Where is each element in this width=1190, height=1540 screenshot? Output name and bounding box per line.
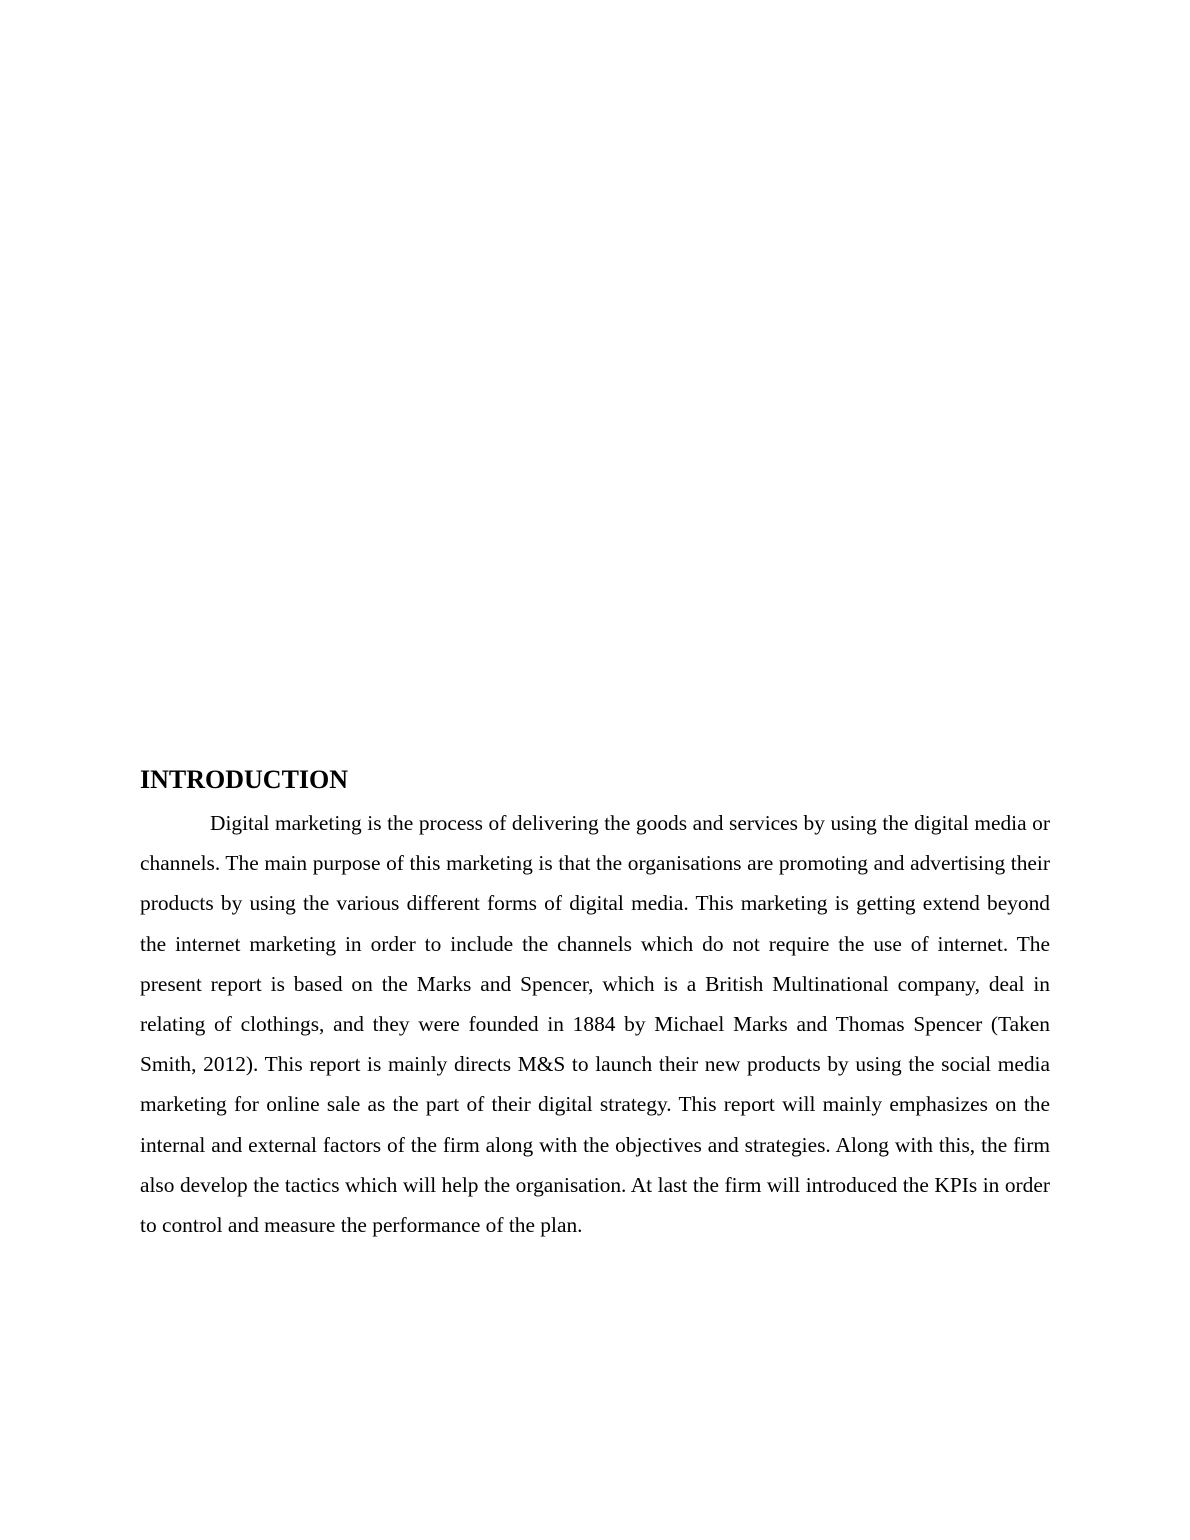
document-content xyxy=(140,763,1050,1245)
section-heading: INTRODUCTION xyxy=(140,765,349,794)
introduction-paragraph: Digital marketing is the process of delivering the goods and services by using the digital media or channels. The main purpose of this marketing is that the organisations are promoting and advertising their products by using the various different forms of digital media. This marketing is getting extend beyond the internet marketing in order to include the channels which do not require the use of internet. The present report is based on the Marks and Spencer, which is a British Multinational company, deal in relating of clothings, and they were founded in 1884 by Michael Marks and Thomas Spencer (Taken Smith, 2012). This report is mainly directs M&S to launch their new products by using the social media marketing for online sale as the part of their digital strategy. This report will mainly emphasizes on the internal and external factors of the firm along with the objectives and strategies. Along with this, the firm also develop the tactics which will help the organisation. At last the firm will introduced the KPIs in order to control and measure the performance of the plan. xyxy=(140,811,1050,1238)
